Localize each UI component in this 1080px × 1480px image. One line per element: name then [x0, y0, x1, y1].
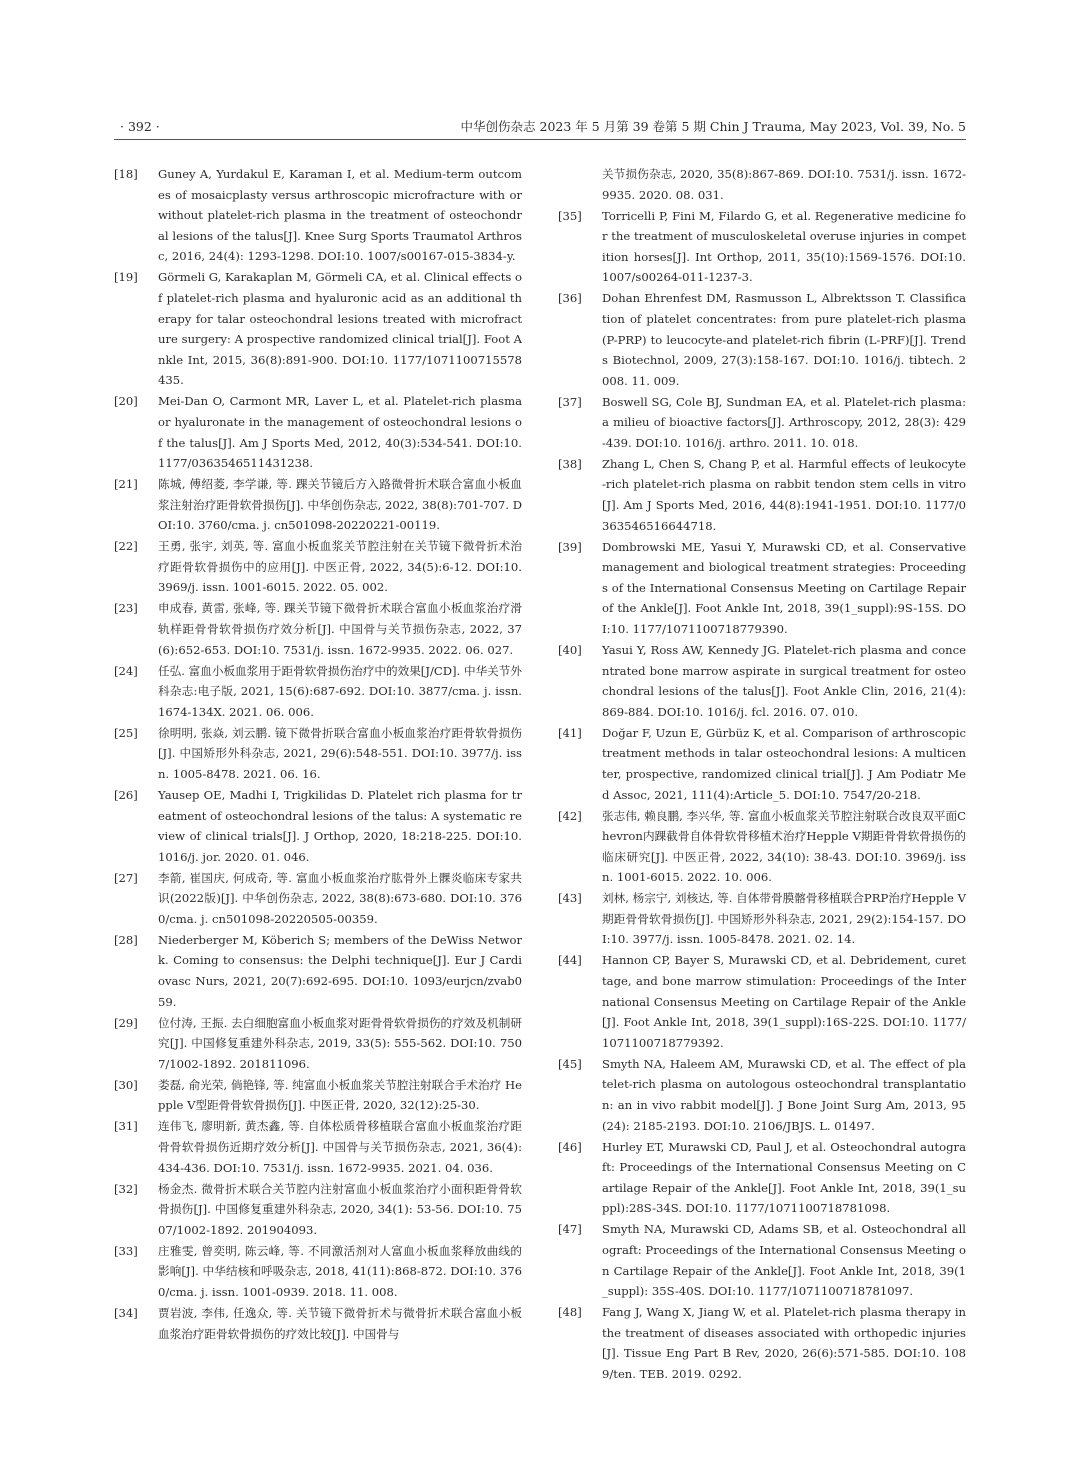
reference-text: 张志伟, 赖良鹏, 李兴华, 等. 富血小板血浆关节腔注射联合改良双平面Chevron内踝截骨自体骨软骨移植术治疗Hepple Ⅴ期距骨骨软骨损伤的临床研究[J]. 中医正骨, 2022, 34(10): 38-43. DOI:10. 3969/j. issn. 1001-6015. 2022. 10. 006.: [602, 808, 966, 885]
reference-item: [114, 598, 522, 660]
reference-number: [30]: [114, 1077, 138, 1092]
reference-text: Smyth NA, Murawski CD, Adams SB, et al. Osteochondral allograft: Proceedings of the International Consensus Meeting on Cartilage Repair of the Ankle[J]. Foot Ankle Int, 2018, 39(1_suppl): 35S-40S. DOI:10. 1177/1071100718781097.: [602, 1222, 966, 1299]
page-number: · 392 ·: [120, 119, 160, 134]
reference-text: 贾岩波, 李伟, 任逸众, 等. 关节镜下微骨折术与微骨折术联合富血小板血浆治疗距骨软骨损伤的疗效比较[J]. 中国骨与: [158, 1305, 522, 1341]
reference-item: [114, 474, 522, 536]
reference-text: Dombrowski ME, Yasui Y, Murawski CD, et al. Conservative management and biological treatment strategies: Proceedings of the International Consensus Meeting on Cartilage Repair of the Ankle[J]. Foot Ankle Int, 2018, 39(1_suppl):9S-15S. DOI:10. 1177/1071100718779390.: [602, 539, 966, 637]
reference-number: [44]: [558, 953, 582, 968]
reference-item: [114, 1303, 522, 1344]
reference-text: Hurley ET, Murawski CD, Paul J, et al. Osteochondral autograft: Proceedings of the International Consensus Meeting on Cartilage Repair of the Ankle[J]. Foot Ankle Int, 2018, 39(1_suppl):28S-34S. DOI:10. 1177/1071100718781098.: [602, 1139, 966, 1216]
reference-item: [558, 806, 966, 888]
reference-number: [22]: [114, 539, 138, 554]
reference-text: 位付涛, 王振. 去白细胞富血小板血浆对距骨骨软骨损伤的疗效及机制研究[J]. 中国修复重建外科杂志, 2019, 33(5): 555-562. DOI:10. 7507/1002-1892. 201811096.: [158, 1015, 522, 1071]
reference-number: [48]: [558, 1305, 582, 1320]
reference-text: 李箭, 崔国庆, 何成奇, 等. 富血小板血浆治疗肱骨外上髁炎临床专家共识(2022版)[J]. 中华创伤杂志, 2022, 38(8):673-680. DOI:10. 3760/cma. j. cn501098-20220505-00359.: [158, 870, 522, 926]
reference-text: Smyth NA, Haleem AM, Murawski CD, et al. The effect of platelet-rich plasma on autologous osteochondral transplantation: an in vivo rabbit model[J]. J Bone Joint Surg Am, 2013, 95(24): 2185-2193. DOI:10. 2106/JBJS. L. 01497.: [602, 1056, 966, 1133]
reference-text: Guney A, Yurdakul E, Karaman I, et al. Medium-term outcomes of mosaicplasty versus arthroscopic microfracture with or without platelet-rich plasma in the treatment of osteochondral lesions of the talus[J]. Knee Surg Sports Traumatol Arthrosc, 2016, 24(4): 1293-1298. DOI:10. 1007/s00167-015-3834-y.: [158, 167, 522, 264]
reference-text: Yasui Y, Ross AW, Kennedy JG. Platelet-rich plasma and concentrated bone marrow aspirate in surgical treatment for osteochondral lesions of the talus[J]. Foot Ankle Clin, 2016, 21(4): 869-884. DOI:10. 1016/j. fcl. 2016. 07. 010.: [602, 643, 966, 719]
reference-number: [47]: [558, 1222, 582, 1237]
reference-text: Dohan Ehrenfest DM, Rasmusson L, Albrektsson T. Classification of platelet concentrates: from pure platelet-rich plasma (P-PRP) to leucocyte-and platelet-rich fibrin (L-PRF)[J]. Trends Biotechnol, 2009, 27(3):158-167. DOI:10. 1016/j. tibtech. 2008. 11. 009.: [602, 291, 966, 388]
reference-item: [114, 930, 522, 1012]
reference-number: [33]: [114, 1243, 138, 1258]
reference-text: 陈城, 傅绍菱, 李学谦, 等. 踝关节镜后方入路微骨折术联合富血小板血浆注射治疗距骨软骨损伤[J]. 中华创伤杂志, 2022, 38(8):701-707. DOI:10. 3760/cma. j. cn501098-20220221-00119.: [158, 477, 522, 533]
running-header: [114, 119, 966, 140]
reference-item: [558, 537, 966, 640]
reference-text: 娄磊, 俞光荣, 倘艳锋, 等. 纯富血小板血浆关节腔注射联合手术治疗 Hepple Ⅴ型距骨骨软骨损伤[J]. 中医正骨, 2020, 32(12):25-30.: [158, 1077, 522, 1113]
reference-number: [26]: [114, 787, 138, 802]
reference-number: [36]: [558, 291, 582, 306]
reference-item: [114, 1116, 522, 1178]
references-left-column: [114, 164, 522, 1344]
reference-number: [38]: [558, 456, 582, 471]
reference-number: [34]: [114, 1305, 138, 1320]
reference-item: [114, 536, 522, 598]
reference-text: Yausep OE, Madhi I, Trigkilidas D. Platelet rich plasma for treatment of osteochondral lesions of the talus: A systematic review of clinical trials[J]. J Orthop, 2020, 18:218-225. DOI:10. 1016/j. jor. 2020. 01. 046.: [158, 787, 522, 864]
reference-item: [558, 1219, 966, 1301]
reference-item: [114, 661, 522, 723]
reference-item: [114, 723, 522, 785]
reference-item: [114, 1075, 522, 1116]
reference-number: [42]: [558, 808, 582, 823]
reference-item: [114, 1013, 522, 1075]
reference-text: 关节损伤杂志, 2020, 35(8):867-869. DOI:10. 7531/j. issn. 1672-9935. 2020. 08. 031.: [602, 167, 966, 202]
reference-item: [114, 1241, 522, 1303]
reference-number: [40]: [558, 643, 582, 657]
reference-text: Mei-Dan O, Carmont MR, Laver L, et al. Platelet-rich plasma or hyaluronate in the management of osteochondral lesions of the talus[J]. Am J Sports Med, 2012, 40(3):534-541. DOI:10. 1177/0363546511431238.: [158, 394, 522, 471]
reference-number: [25]: [114, 725, 138, 740]
references-right-column: [558, 164, 966, 1385]
reference-item: [558, 392, 966, 454]
reference-item: [558, 1054, 966, 1136]
reference-item: [558, 288, 966, 391]
reference-text: Görmeli G, Karakaplan M, Görmeli CA, et al. Clinical effects of platelet-rich plasma and hyaluronic acid as an additional therapy for talar osteochondral lesions treated with microfracture surgery: A prospective randomized clinical trial[J]. Foot Ankle Int, 2015, 36(8):891-900. DOI:10. 1177/1071100715578435.: [158, 270, 522, 388]
reference-item: [114, 785, 522, 867]
reference-number: [45]: [558, 1056, 582, 1071]
reference-text: 徐明明, 张焱, 刘云鹏. 镜下微骨折联合富血小板血浆治疗距骨软骨损伤[J]. 中国矫形外科杂志, 2021, 29(6):548-551. DOI:10. 3977/j. issn. 1005-8478. 2021. 06. 16.: [158, 725, 522, 781]
reference-item: [558, 1302, 966, 1384]
reference-text: 连伟飞, 廖明新, 黄杰鑫, 等. 自体松质骨移植联合富血小板血浆治疗距骨骨软骨损伤近期疗效分析[J]. 中国骨与关节损伤杂志, 2021, 36(4): 434-436. DOI:10. 7531/j. issn. 1672-9935. 2021. 04. 036.: [158, 1119, 522, 1175]
reference-number: [19]: [114, 270, 138, 285]
reference-number: [28]: [114, 932, 138, 947]
reference-text: 庄雅雯, 曾奕明, 陈云峰, 等. 不同激活剂对人富血小板血浆释放曲线的影响[J]. 中华结核和呼吸杂志, 2018, 41(11):868-872. DOI:10. 3760/cma. j. issn. 1001-0939. 2018. 11. 008.: [158, 1243, 522, 1299]
reference-number: [20]: [114, 394, 138, 409]
reference-text: 申成春, 黄雷, 张峰, 等. 踝关节镜下微骨折术联合富血小板血浆治疗滑轨样距骨骨软骨损伤疗效分析[J]. 中国骨与关节损伤杂志, 2022, 37(6):652-653. DOI:10. 7531/j. issn. 1672-9935. 2022. 06. 027.: [158, 601, 522, 657]
reference-text: Doğar F, Uzun E, Gürbüz K, et al. Comparison of arthroscopic treatment methods in talar osteochondral lesions: A multicenter, prospective, randomized clinical trial[J]. J Am Podiatr Med Assoc, 2021, 111(4):Article_5. DOI:10. 7547/20-218.: [602, 725, 966, 802]
reference-number: [37]: [558, 394, 582, 409]
reference-item: [114, 164, 522, 267]
reference-item: [114, 1179, 522, 1241]
reference-item: [114, 267, 522, 391]
reference-text: Zhang L, Chen S, Chang P, et al. Harmful effects of leukocyte-rich platelet-rich plasma on rabbit tendon stem cells in vitro[J]. Am J Sports Med, 2016, 44(8):1941-1951. DOI:10. 1177/0363546516644718.: [602, 456, 966, 533]
reference-item: [558, 454, 966, 536]
reference-item: [114, 391, 522, 473]
reference-number: [21]: [114, 477, 138, 492]
reference-text: 任弘. 富血小板血浆用于距骨软骨损伤治疗中的效果[J/CD]. 中华关节外科杂志:电子版, 2021, 15(6):687-692. DOI:10. 3877/cma. j. issn. 1674-134X. 2021. 06. 006.: [158, 663, 522, 719]
reference-number: [29]: [114, 1015, 138, 1030]
reference-item: [558, 206, 966, 288]
reference-text: 王勇, 张宇, 刘英, 等. 富血小板血浆关节腔注射在关节镜下微骨折术治疗距骨软骨损伤中的应用[J]. 中医正骨, 2022, 34(5):6-12. DOI:10. 3969/j. issn. 1001-6015. 2022. 05. 002.: [158, 539, 522, 595]
reference-item: [558, 888, 966, 950]
reference-text: Niederberger M, Köberich S; members of the DeWiss Network. Coming to consensus: the Delphi technique[J]. Eur J Cardiovasc Nurs, 2021, 20(7):692-695. DOI:10. 1093/eurjcn/zvab059.: [158, 932, 522, 1009]
reference-number: [39]: [558, 539, 582, 554]
reference-number: [24]: [114, 663, 138, 678]
reference-text: 杨金杰. 微骨折术联合关节腔内注射富血小板血浆治疗小面积距骨骨软骨损伤[J]. 中国修复重建外科杂志, 2020, 34(1): 53-56. DOI:10. 7507/1002-1892. 201904093.: [158, 1181, 522, 1237]
reference-text: Hannon CP, Bayer S, Murawski CD, et al. Debridement, curettage, and bone marrow stimulation: Proceedings of the International Consensus Meeting on Cartilage Repair of the Ankle[J]. Foot Ankle Int, 2018, 39(1_suppl):16S-22S. DOI:10. 1177/1071100718779392.: [602, 953, 966, 1050]
reference-text: 刘林, 杨宗宁, 刘核达, 等. 自体带骨膜髂骨移植联合PRP治疗Hepple Ⅴ期距骨骨软骨损伤[J]. 中国矫形外科杂志, 2021, 29(2):154-157. DOI:10. 3977/j. issn. 1005-8478. 2021. 02. 14.: [602, 891, 966, 947]
reference-number: [23]: [114, 601, 138, 616]
reference-item: [114, 868, 522, 930]
reference-item: [558, 640, 966, 722]
reference-number: [31]: [114, 1119, 138, 1134]
reference-item: [558, 1137, 966, 1219]
reference-text: Fang J, Wang X, Jiang W, et al. Platelet-rich plasma therapy in the treatment of diseases associated with orthopedic injuries[J]. Tissue Eng Part B Rev, 2020, 26(6):571-585. DOI:10. 1089/ten. TEB. 2019. 0292.: [602, 1305, 966, 1381]
reference-continuation: [558, 164, 966, 205]
reference-number: [43]: [558, 891, 582, 906]
reference-number: [41]: [558, 725, 582, 740]
reference-number: [18]: [114, 167, 138, 181]
reference-number: [27]: [114, 870, 138, 885]
reference-text: Boswell SG, Cole BJ, Sundman EA, et al. Platelet-rich plasma: a milieu of bioactive factors[J]. Arthroscopy, 2012, 28(3): 429-439. DOI:10. 1016/j. arthro. 2011. 10. 018.: [602, 394, 966, 450]
reference-text: Torricelli P, Fini M, Filardo G, et al. Regenerative medicine for the treatment of musculoskeletal overuse injuries in competition horses[J]. Int Orthop, 2011, 35(10):1569-1576. DOI:10. 1007/s00264-011-1237-3.: [602, 208, 966, 285]
reference-item: [558, 950, 966, 1053]
journal-citation-line: 中华创伤杂志 2023 年 5 月第 39 卷第 5 期 Chin J Trauma, May 2023, Vol. 39, No. 5: [460, 119, 966, 134]
reference-item: [558, 723, 966, 805]
reference-number: [32]: [114, 1181, 138, 1196]
reference-number: [46]: [558, 1139, 582, 1154]
reference-number: [35]: [558, 208, 582, 223]
